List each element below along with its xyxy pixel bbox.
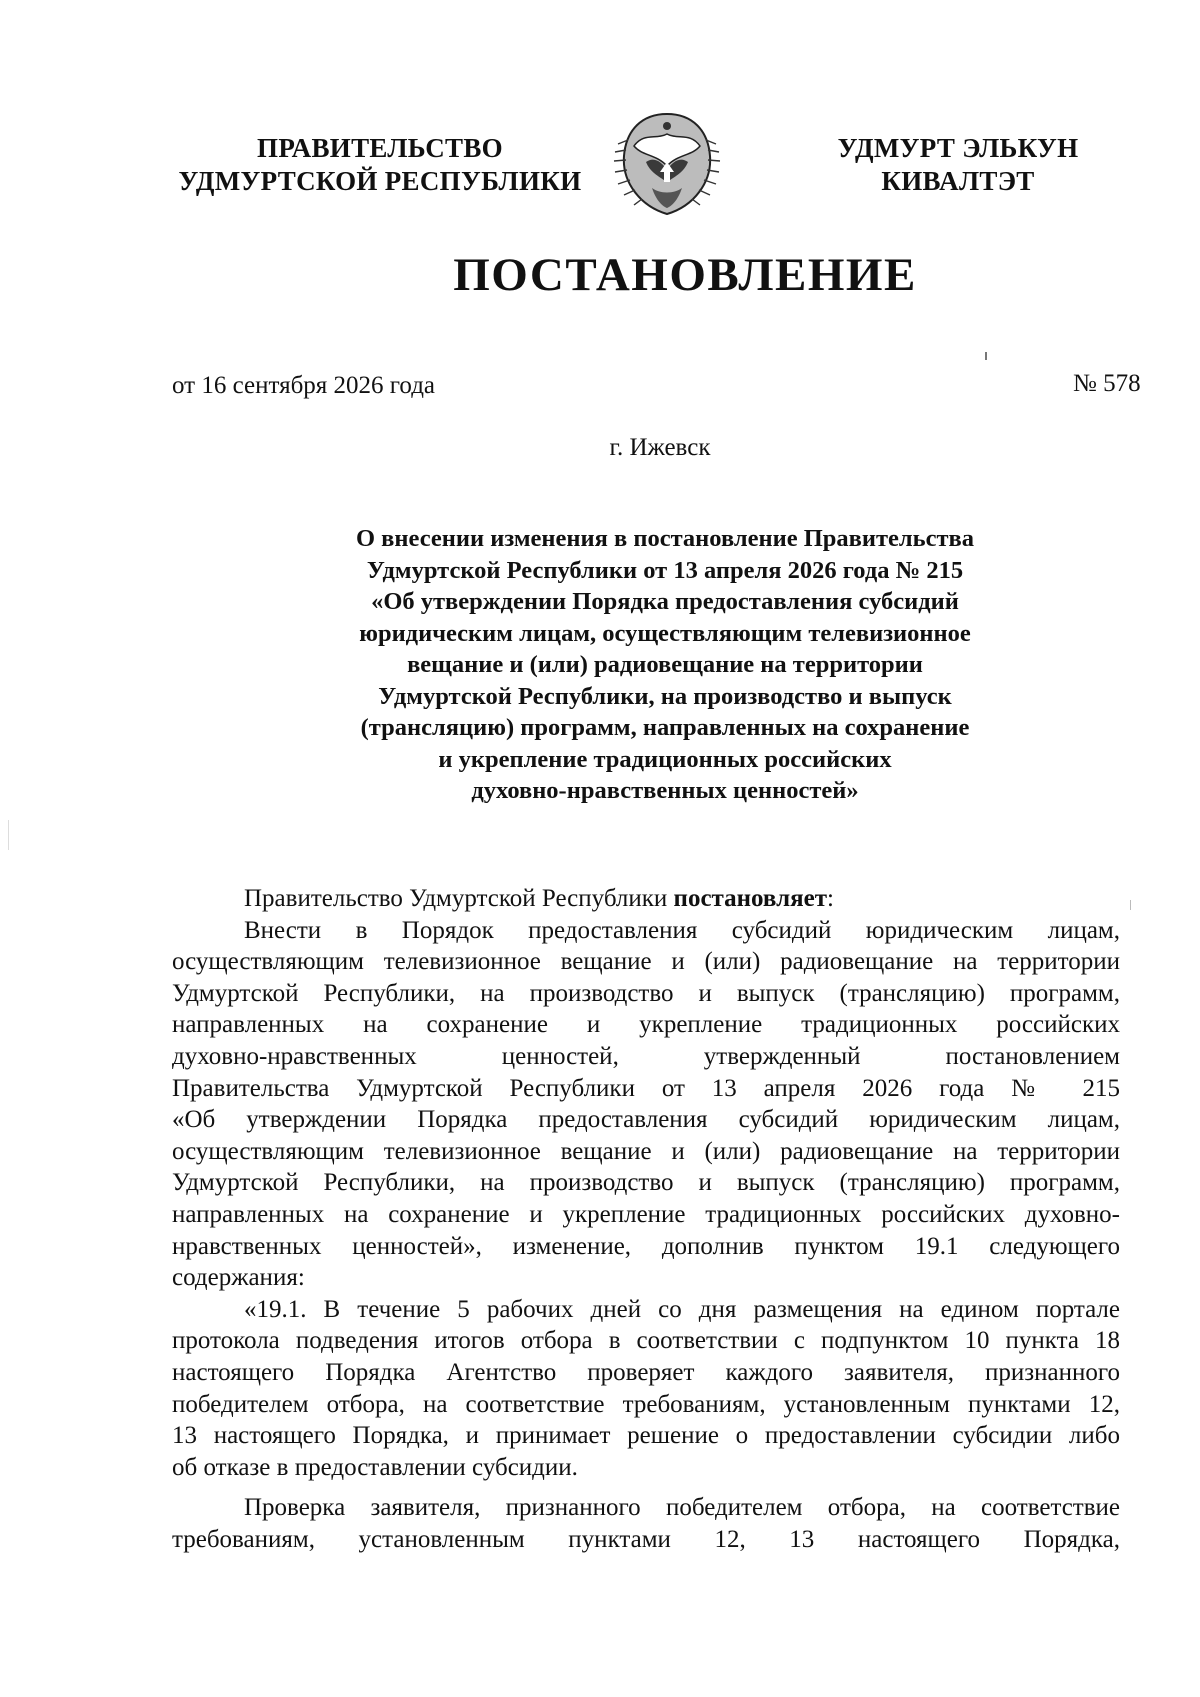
body-line: осуществляющим телевизионное вещание и (или) радиовещание на территории <box>172 948 1120 976</box>
title-line: О внесении изменения в постановление Правительства <box>356 525 974 552</box>
document-title <box>300 523 1030 807</box>
org-name-udm-line-1: УДМУРТ ЭЛЬКУН <box>837 133 1079 163</box>
org-name-ru-line-1: ПРАВИТЕЛЬСТВО <box>257 133 503 163</box>
body-line: Правительства Удмуртской Республики от 13 апреля 2026 года № 215 <box>172 1074 1120 1102</box>
title-line: (трансляцию) программ, направленных на сохранение <box>360 714 970 741</box>
body-line: нравственных ценностей», изменение, дополнив пунктом 19.1 следующего <box>172 1232 1120 1260</box>
body-line: духовно-нравственных ценностей, утвержденный постановлением <box>172 1042 1120 1070</box>
document-type-heading: ПОСТАНОВЛЕНИЕ <box>453 249 917 301</box>
intro-text: Правительство Удмуртской Республики <box>244 885 674 912</box>
document-city: г. Ижевск <box>609 434 711 461</box>
body-line: осуществляющим телевизионное вещание и (или) радиовещание на территории <box>172 1137 1120 1165</box>
title-line: юридическим лицам, осуществляющим телевизионное <box>359 619 971 647</box>
body-line: Проверка заявителя, признанного победителем отбора, на соответствие <box>244 1494 1120 1522</box>
body-line: направленных на сохранение и укрепление традиционных российских <box>172 1011 1120 1039</box>
scan-artifact <box>985 352 987 360</box>
body-line: об отказе в предоставлении субсидии. <box>172 1453 578 1481</box>
intro-keyword: постановляет <box>673 885 828 912</box>
body-line: победителем отбора, на соответствие требованиям, установленным пунктами 12, <box>172 1390 1120 1418</box>
scan-artifact <box>1130 900 1131 910</box>
title-line: духовно-нравственных ценностей» <box>471 777 859 804</box>
body-line: настоящего Порядка Агентство проверяет каждого заявителя, признанного <box>172 1358 1120 1386</box>
org-name-russian <box>160 132 600 198</box>
title-line: «Об утверждении Порядка предоставления субсидий <box>371 588 959 615</box>
body-line: Внести в Порядок предоставления субсидий юридическим лицам, <box>244 916 1120 944</box>
title-line: Удмуртской Республики, на производство и выпуск <box>378 682 952 710</box>
body-line: содержания: <box>172 1264 305 1292</box>
title-line: Удмуртской Республики от 13 апреля 2026 года № 215 <box>366 556 964 584</box>
title-line: и укрепление традиционных российских <box>438 745 892 773</box>
body-line: 13 настоящего Порядка, и принимает решение о предоставлении субсидии либо <box>172 1422 1120 1450</box>
body-line: Удмуртской Республики, на производство и выпуск (трансляцию) программ, <box>172 1169 1120 1197</box>
body-line: Удмуртской Республики, на производство и выпуск (трансляцию) программ, <box>172 979 1120 1007</box>
document-body <box>172 883 1120 1555</box>
body-line: направленных на сохранение и укрепление традиционных российских духовно- <box>172 1200 1120 1228</box>
body-line: протокола подведения итогов отбора в соответствии с подпунктом 10 пункта 18 <box>172 1327 1120 1355</box>
document-date: от 16 сентября 2026 года <box>172 372 436 399</box>
body-line: «19.1. В течение 5 рабочих дней со дня размещения на едином портале <box>244 1295 1120 1323</box>
resolution-intro <box>172 883 1120 915</box>
body-line: требованиям, установленным пунктами 12, 13 настоящего Порядка, <box>172 1525 1120 1553</box>
scan-artifact <box>8 820 9 850</box>
org-name-udmurt <box>808 132 1108 198</box>
body-line: «Об утверждении Порядка предоставления субсидий юридическим лицам, <box>172 1106 1120 1134</box>
title-line: вещание и (или) радиовещание на территории <box>407 651 923 678</box>
org-name-udm-line-2: КИВАЛТЭТ <box>881 166 1035 196</box>
org-name-ru-line-2: УДМУРТСКОЙ РЕСПУБЛИКИ <box>178 166 582 196</box>
coat-of-arms-icon <box>612 110 722 218</box>
document-number: № 578 <box>1073 370 1141 397</box>
intro-colon: : <box>827 885 834 912</box>
